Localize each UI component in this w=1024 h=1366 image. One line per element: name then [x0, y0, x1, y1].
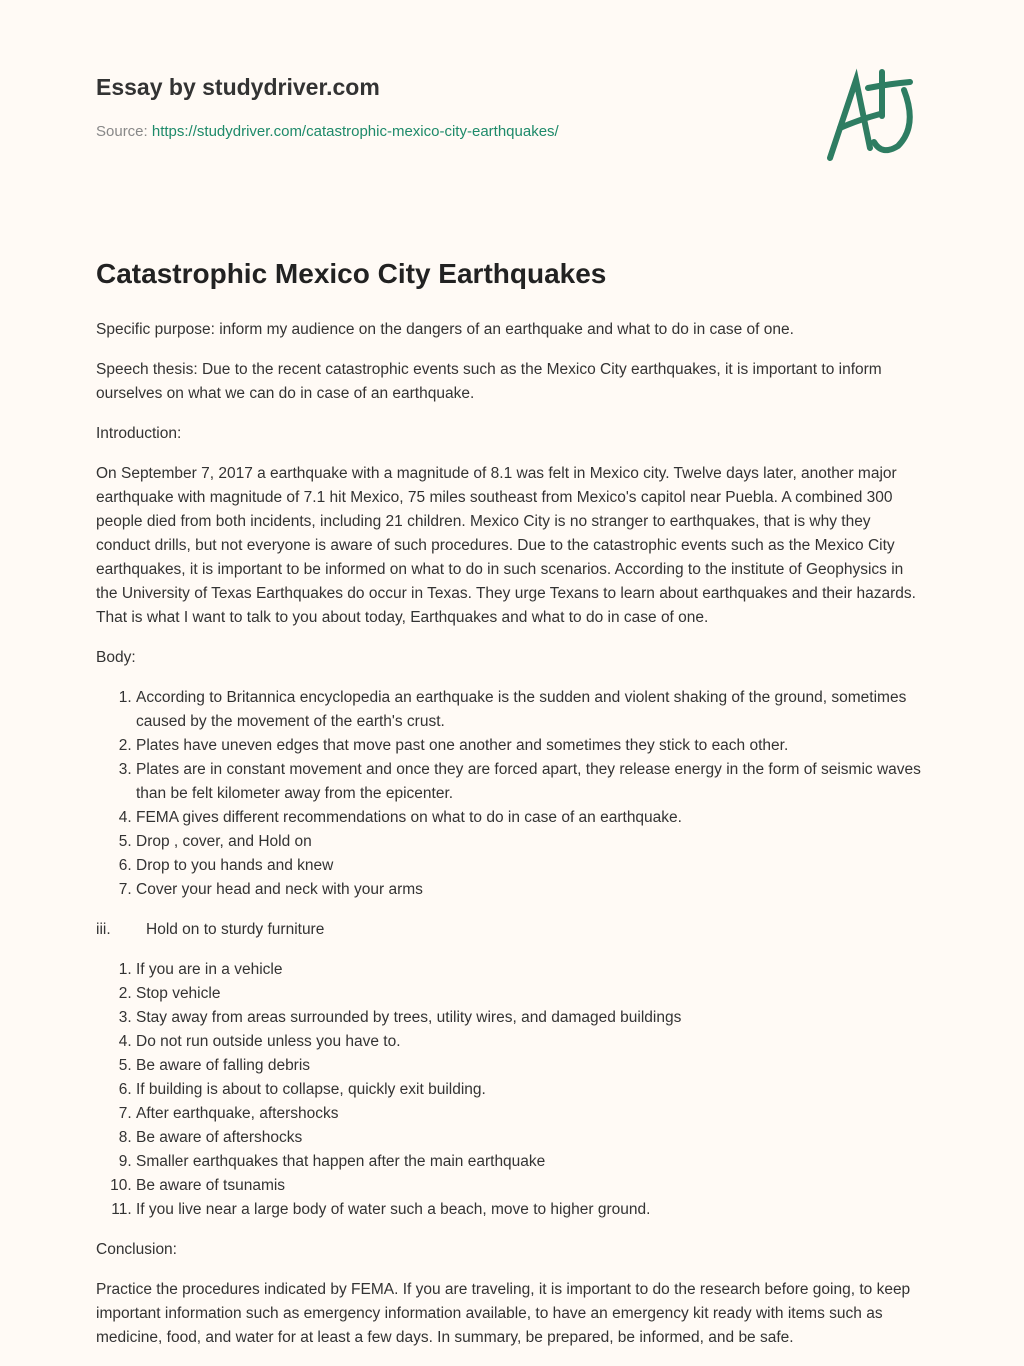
roman-item	[96, 918, 928, 942]
list-item: 3. Plates are in constant movement and once they are forced apart, they release energy in the form of seismic waves than be felt kilometer away from the epicenter.	[136, 758, 928, 806]
list-item: 5. Drop , cover, and Hold on	[136, 830, 928, 854]
source-line	[96, 123, 559, 140]
list-item: 6. If building is about to collapse, quickly exit building.	[136, 1078, 928, 1102]
roman-text: Hold on to sturdy furniture	[146, 921, 325, 938]
list-item: 5. Be aware of falling debris	[136, 1054, 928, 1078]
body-list	[96, 686, 928, 902]
list-item: 4. FEMA gives different recommendations on what to do in case of an earthquake.	[136, 806, 928, 830]
list-item: 2. Plates have uneven edges that move past one another and sometimes they stick to each other.	[136, 734, 928, 758]
list-item: 7. After earthquake, aftershocks	[136, 1102, 928, 1126]
conclusion-label: Conclusion:	[96, 1241, 177, 1258]
list-item: 2. Stop vehicle	[136, 982, 928, 1006]
source-link[interactable]: https://studydriver.com/catastrophic-mexico-city-earthquakes/	[151, 123, 559, 140]
introduction-label: Introduction:	[96, 425, 182, 442]
specific-purpose: Specific purpose: inform my audience on the dangers of an earthquake and what to do in case of one.	[96, 321, 794, 338]
roman-number: iii.	[96, 921, 111, 938]
list-item: 6. Drop to you hands and knew	[136, 854, 928, 878]
list-item: 9. Smaller earthquakes that happen after the main earthquake	[136, 1150, 928, 1174]
source-label: Source:	[96, 123, 152, 140]
body-label: Body:	[96, 649, 136, 666]
conclusion-paragraph: Practice the procedures indicated by FEMA. If you are traveling, it is important to do the research before going, to keep important information such as emergency information available, to have an emergency kit ready with items such as medicine, food, and water for at least a few days. In summary, be prepared, be informed, and be safe.	[96, 1281, 911, 1346]
list-item: 3. Stay away from areas surrounded by trees, utility wires, and damaged buildings	[136, 1006, 928, 1030]
list-item: 11. If you live near a large body of water such a beach, move to higher ground.	[136, 1198, 928, 1222]
a-plus-logo-icon	[818, 66, 928, 166]
introduction-paragraph: On September 7, 2017 a earthquake with a magnitude of 8.1 was felt in Mexico city. Twelve days later, another major earthquake with magnitude of 7.1 hit Mexico, 75 miles southeast from Mexico's capitol near Puebla. A combined 300 people died from both incidents, including 21 children. Mexico City is no stranger to earthquakes, that is why they conduct drills, but not everyone is aware of such procedures. Due to the catastrophic events such as the Mexico City earthquakes, it is important to be informed on what to do in such scenarios. According to the institute of Geophysics in the University of Texas Earthquakes do occur in Texas. They urge Texans to learn about earthquakes and their hazards. That is what I want to talk to you about today, Earthquakes and what to do in case of one.	[96, 465, 916, 626]
list-item: 8. Be aware of aftershocks	[136, 1126, 928, 1150]
list-item: 1. According to Britannica encyclopedia an earthquake is the sudden and violent shaking of the ground, sometimes caused by the movement of the earth's crust.	[136, 686, 928, 734]
site-title: Essay by studydriver.com	[96, 74, 380, 100]
list-item: 7. Cover your head and neck with your arms	[136, 878, 928, 902]
essay-title: Catastrophic Mexico City Earthquakes	[96, 258, 607, 289]
procedures-list	[96, 958, 928, 1222]
essay-content	[96, 256, 928, 1366]
speech-thesis: Speech thesis: Due to the recent catastrophic events such as the Mexico City earthquakes, it is important to inform ourselves on what we can do in case of an earthquake.	[96, 361, 882, 402]
list-item: 4. Do not run outside unless you have to.	[136, 1030, 928, 1054]
list-item: 1. If you are in a vehicle	[136, 958, 928, 982]
list-item: 10. Be aware of tsunamis	[136, 1174, 928, 1198]
